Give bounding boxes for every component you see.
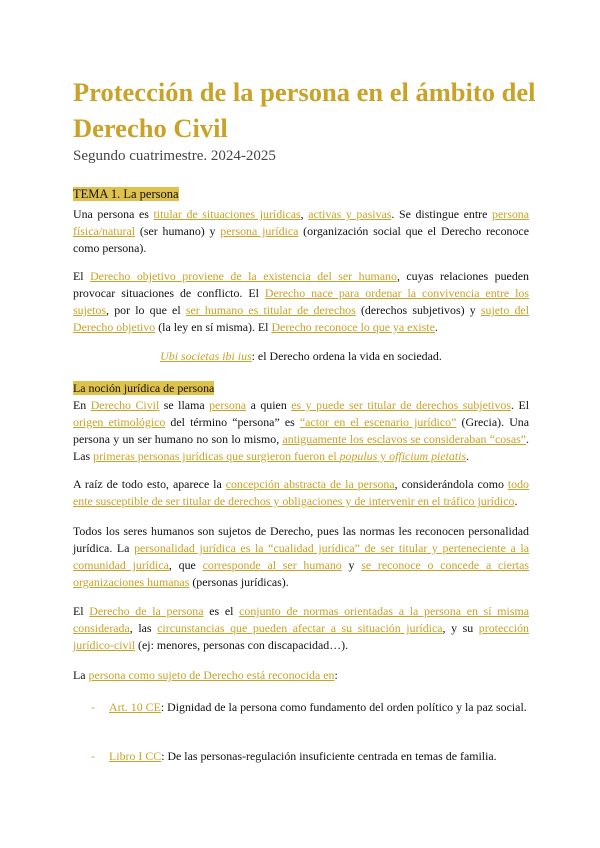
link-persona[interactable]: persona	[209, 398, 247, 412]
link-esclavos-cosas[interactable]: antiguamente los esclavos se consideraban “cosas”	[282, 432, 526, 446]
link-actor-escenario[interactable]: “actor en el escenario jurídico”	[299, 415, 457, 429]
list-item-text	[91, 748, 529, 765]
tema-highlight: TEMA 1. La persona	[73, 187, 179, 201]
text: primeras personas jurídicas que surgieron fueron el	[93, 449, 340, 463]
document-subtitle: Segundo cuatrimestre. 2024-2025	[73, 148, 276, 164]
text: (personas jurídicas).	[189, 575, 289, 589]
link-derecho-nace[interactable]: Derecho nace para ordenar la convivencia entre los sujetos	[73, 286, 530, 317]
link-titular-situaciones[interactable]: titular de situaciones jurídicas	[153, 207, 301, 221]
link-ubi-societas[interactable]: Ubi societas ibi ius	[160, 349, 252, 363]
link-derecho-de-la-persona[interactable]: Derecho de la persona	[89, 604, 204, 618]
link-activas-pasivas[interactable]: activas y pasivas	[308, 207, 392, 221]
list-item	[91, 748, 529, 765]
link-persona-sujeto-derecho[interactable]: persona como sujeto de Derecho está reconocida en	[88, 668, 335, 682]
section-heading-nocion	[73, 380, 529, 397]
link-titular-derechos-subjetivos[interactable]: es y puede ser titular de derechos subjetivos	[291, 398, 511, 412]
text: (Grecia). Una persona y un ser humano no son lo mismo,	[73, 415, 530, 446]
text: populus	[339, 449, 378, 463]
paragraph-derecho-civil	[73, 397, 529, 465]
link-persona-fisica[interactable]: persona física/natural	[73, 207, 529, 238]
link-derecho-civil[interactable]: Derecho Civil	[90, 398, 160, 412]
link-personalidad-juridica[interactable]: personalidad jurídica es la “cualidad jurídica” de ser titular y perteneciente a la comunidad jurídica	[73, 541, 529, 572]
text: , y su	[442, 621, 479, 635]
bullet-dash-icon: -	[91, 700, 95, 714]
link-proteccion-juridico-civil[interactable]: protección jurídico-civil	[73, 621, 529, 652]
text: . Se distingue entre	[391, 207, 493, 221]
text: . El	[510, 398, 530, 412]
link-persona-juridica[interactable]: persona jurídica	[220, 224, 299, 238]
text: , por lo que el	[106, 303, 186, 317]
text: :	[334, 668, 338, 682]
paragraph-reconocida-en	[73, 667, 529, 684]
text: : el Derecho ordena la vida en sociedad.	[251, 349, 442, 363]
text: , las	[129, 621, 158, 635]
document-title: Protección de la persona en el ámbito del Derecho Civil	[73, 77, 536, 143]
text: se llama	[159, 398, 210, 412]
link-todo-ente-susceptible[interactable]: todo ente susceptible de ser titular de derechos y obligaciones y de intervenir en el tráfico jurídico	[73, 477, 529, 508]
text: Todos los seres humanos son sujetos de Derecho, pues las normas les reconocen personalidad jurídica. La	[73, 524, 529, 555]
text: A raíz de todo esto, aparece la	[73, 477, 226, 491]
list-item-text	[91, 699, 529, 716]
section-heading-tema-1	[73, 186, 529, 203]
link-art-10-ce[interactable]: Art. 10 CE	[109, 700, 161, 714]
link-concepcion-abstracta[interactable]: concepción abstracta de la persona	[225, 477, 395, 491]
paragraph-personalidad-juridica	[73, 523, 529, 591]
link-primeras-personas-juridicas[interactable]	[93, 449, 466, 463]
list-item	[91, 699, 529, 716]
link-conjunto-normas[interactable]: conjunto de normas orientadas a la persona en sí misma considerada	[73, 604, 529, 635]
text: El	[73, 269, 91, 283]
paragraph-concepcion-abstracta	[73, 476, 529, 510]
text: .	[434, 320, 438, 334]
text: , cuyas relaciones pueden provocar situaciones de conflicto. El	[73, 269, 530, 300]
link-organizaciones-humanas[interactable]: se reconoce o concede a ciertas organizaciones humanas	[73, 558, 530, 589]
link-derecho-reconoce[interactable]: Derecho reconoce lo que ya existe	[271, 320, 435, 334]
text: Una persona es	[73, 207, 154, 221]
text: y	[377, 449, 390, 463]
text: officium pietatis	[389, 449, 467, 463]
text: .	[514, 494, 518, 508]
link-sujeto-derecho-objetivo[interactable]: sujeto del Derecho objetivo	[73, 303, 529, 334]
link-libro-i-cc[interactable]: Libro I CC	[109, 749, 162, 763]
text: La	[73, 668, 89, 682]
text: a quien	[246, 398, 292, 412]
link-corresponde-ser-humano[interactable]: corresponde al ser humano	[202, 558, 342, 572]
text: ,	[300, 207, 309, 221]
paragraph-ubi-societas	[73, 348, 529, 365]
paragraph-derecho-persona	[73, 603, 529, 654]
link-circunstancias[interactable]: circunstancias que pueden afectar a su situación jurídica	[157, 621, 443, 635]
text: es el	[203, 604, 240, 618]
link-derecho-objetivo[interactable]: Derecho objetivo proviene de la existencia del ser humano	[90, 269, 397, 283]
text: El	[73, 604, 90, 618]
text: (derechos subjetivos) y	[355, 303, 481, 317]
paragraph-definition	[73, 206, 529, 257]
text: (ej: menores, personas con discapacidad…).	[135, 638, 349, 652]
text: : De las personas-regulación insuficiente centrada en temas de familia.	[161, 749, 497, 763]
text: (la ley en sí misma). El	[155, 320, 272, 334]
text: , que	[168, 558, 203, 572]
text: . Las	[73, 432, 529, 463]
text: .	[466, 449, 470, 463]
text: (ser humano) y	[135, 224, 221, 238]
bullet-dash-icon: -	[91, 749, 95, 763]
text: En	[73, 398, 91, 412]
paragraph-derecho-objetivo	[73, 268, 529, 336]
link-ser-humano-titular[interactable]: ser humano es titular de derechos	[185, 303, 356, 317]
text: del término “persona” es	[165, 415, 300, 429]
link-origen-etimologico[interactable]: origen etimológico	[73, 415, 166, 429]
text: , considerándola como	[394, 477, 508, 491]
section2-highlight: La noción jurídica de persona	[73, 381, 215, 395]
text: y	[341, 558, 362, 572]
text: (organización social que el Derecho reconoce como persona).	[73, 224, 529, 255]
text: : Dignidad de la persona como fundamento del orden político y la paz social.	[160, 700, 527, 714]
